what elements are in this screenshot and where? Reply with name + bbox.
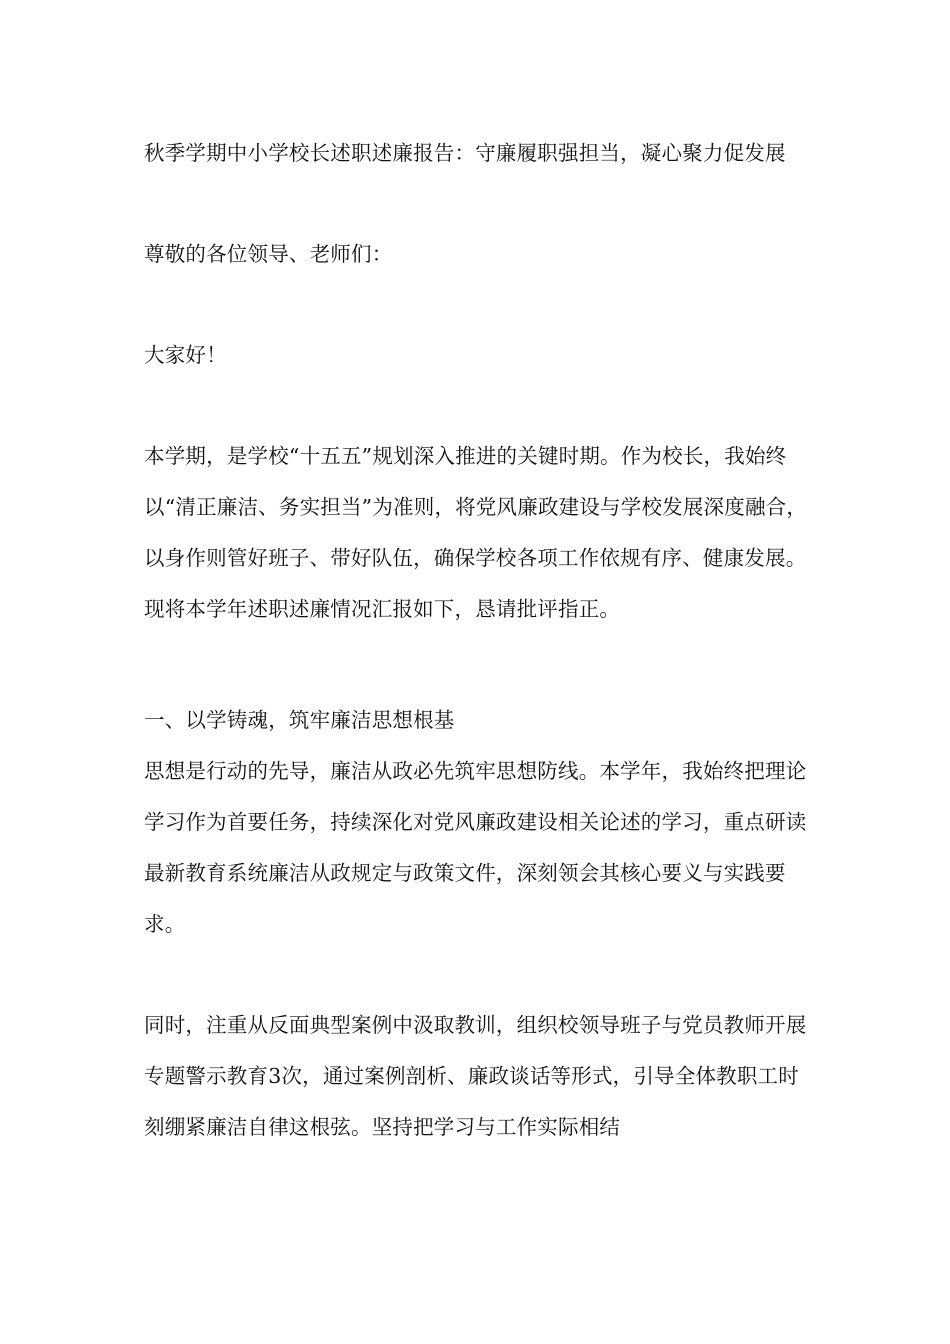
- section-1-heading: 一、以学铸魂，筑牢廉洁思想根基: [144, 708, 455, 732]
- document-body: [144, 128, 809, 1153]
- section-1-paragraph-2: 同时，注重从反面典型案例中汲取教训，组织校领导班子与党员教师开展专题警示教育3次，通过案例剖析、廉政谈话等形式，引导全体教职工时刻绷紧廉洁自律这根弦。坚持把学习与工作实际相结: [144, 1013, 807, 1139]
- section-1-paragraph-1: 思想是行动的先导，廉洁从政必先筑牢思想防线。本学年，我始终把理论学习作为首要任务，持续深化对党风廉政建设相关论述的学习，重点研读最新教育系统廉洁从政规定与政策文件，深刻领会其核心要义与实践要求。: [144, 759, 807, 936]
- greeting: 大家好！: [144, 343, 227, 367]
- intro-paragraph: 本学期，是学校“十五五”规划深入推进的关键时期。作为校长，我始终以“清正廉洁、务实担当”为准则，将党风廉政建设与学校发展深度融合，以身作则管好班子、带好队伍，确保学校各项工作依规有序、健康发展。现将本学年述职述廉情况汇报如下，恳请批评指正。: [144, 444, 808, 621]
- salutation: 尊敬的各位领导、老师们：: [144, 242, 393, 266]
- document-title: 秋季学期中小学校长述职述廉报告：守廉履职强担当，凝心聚力促发展: [144, 141, 786, 165]
